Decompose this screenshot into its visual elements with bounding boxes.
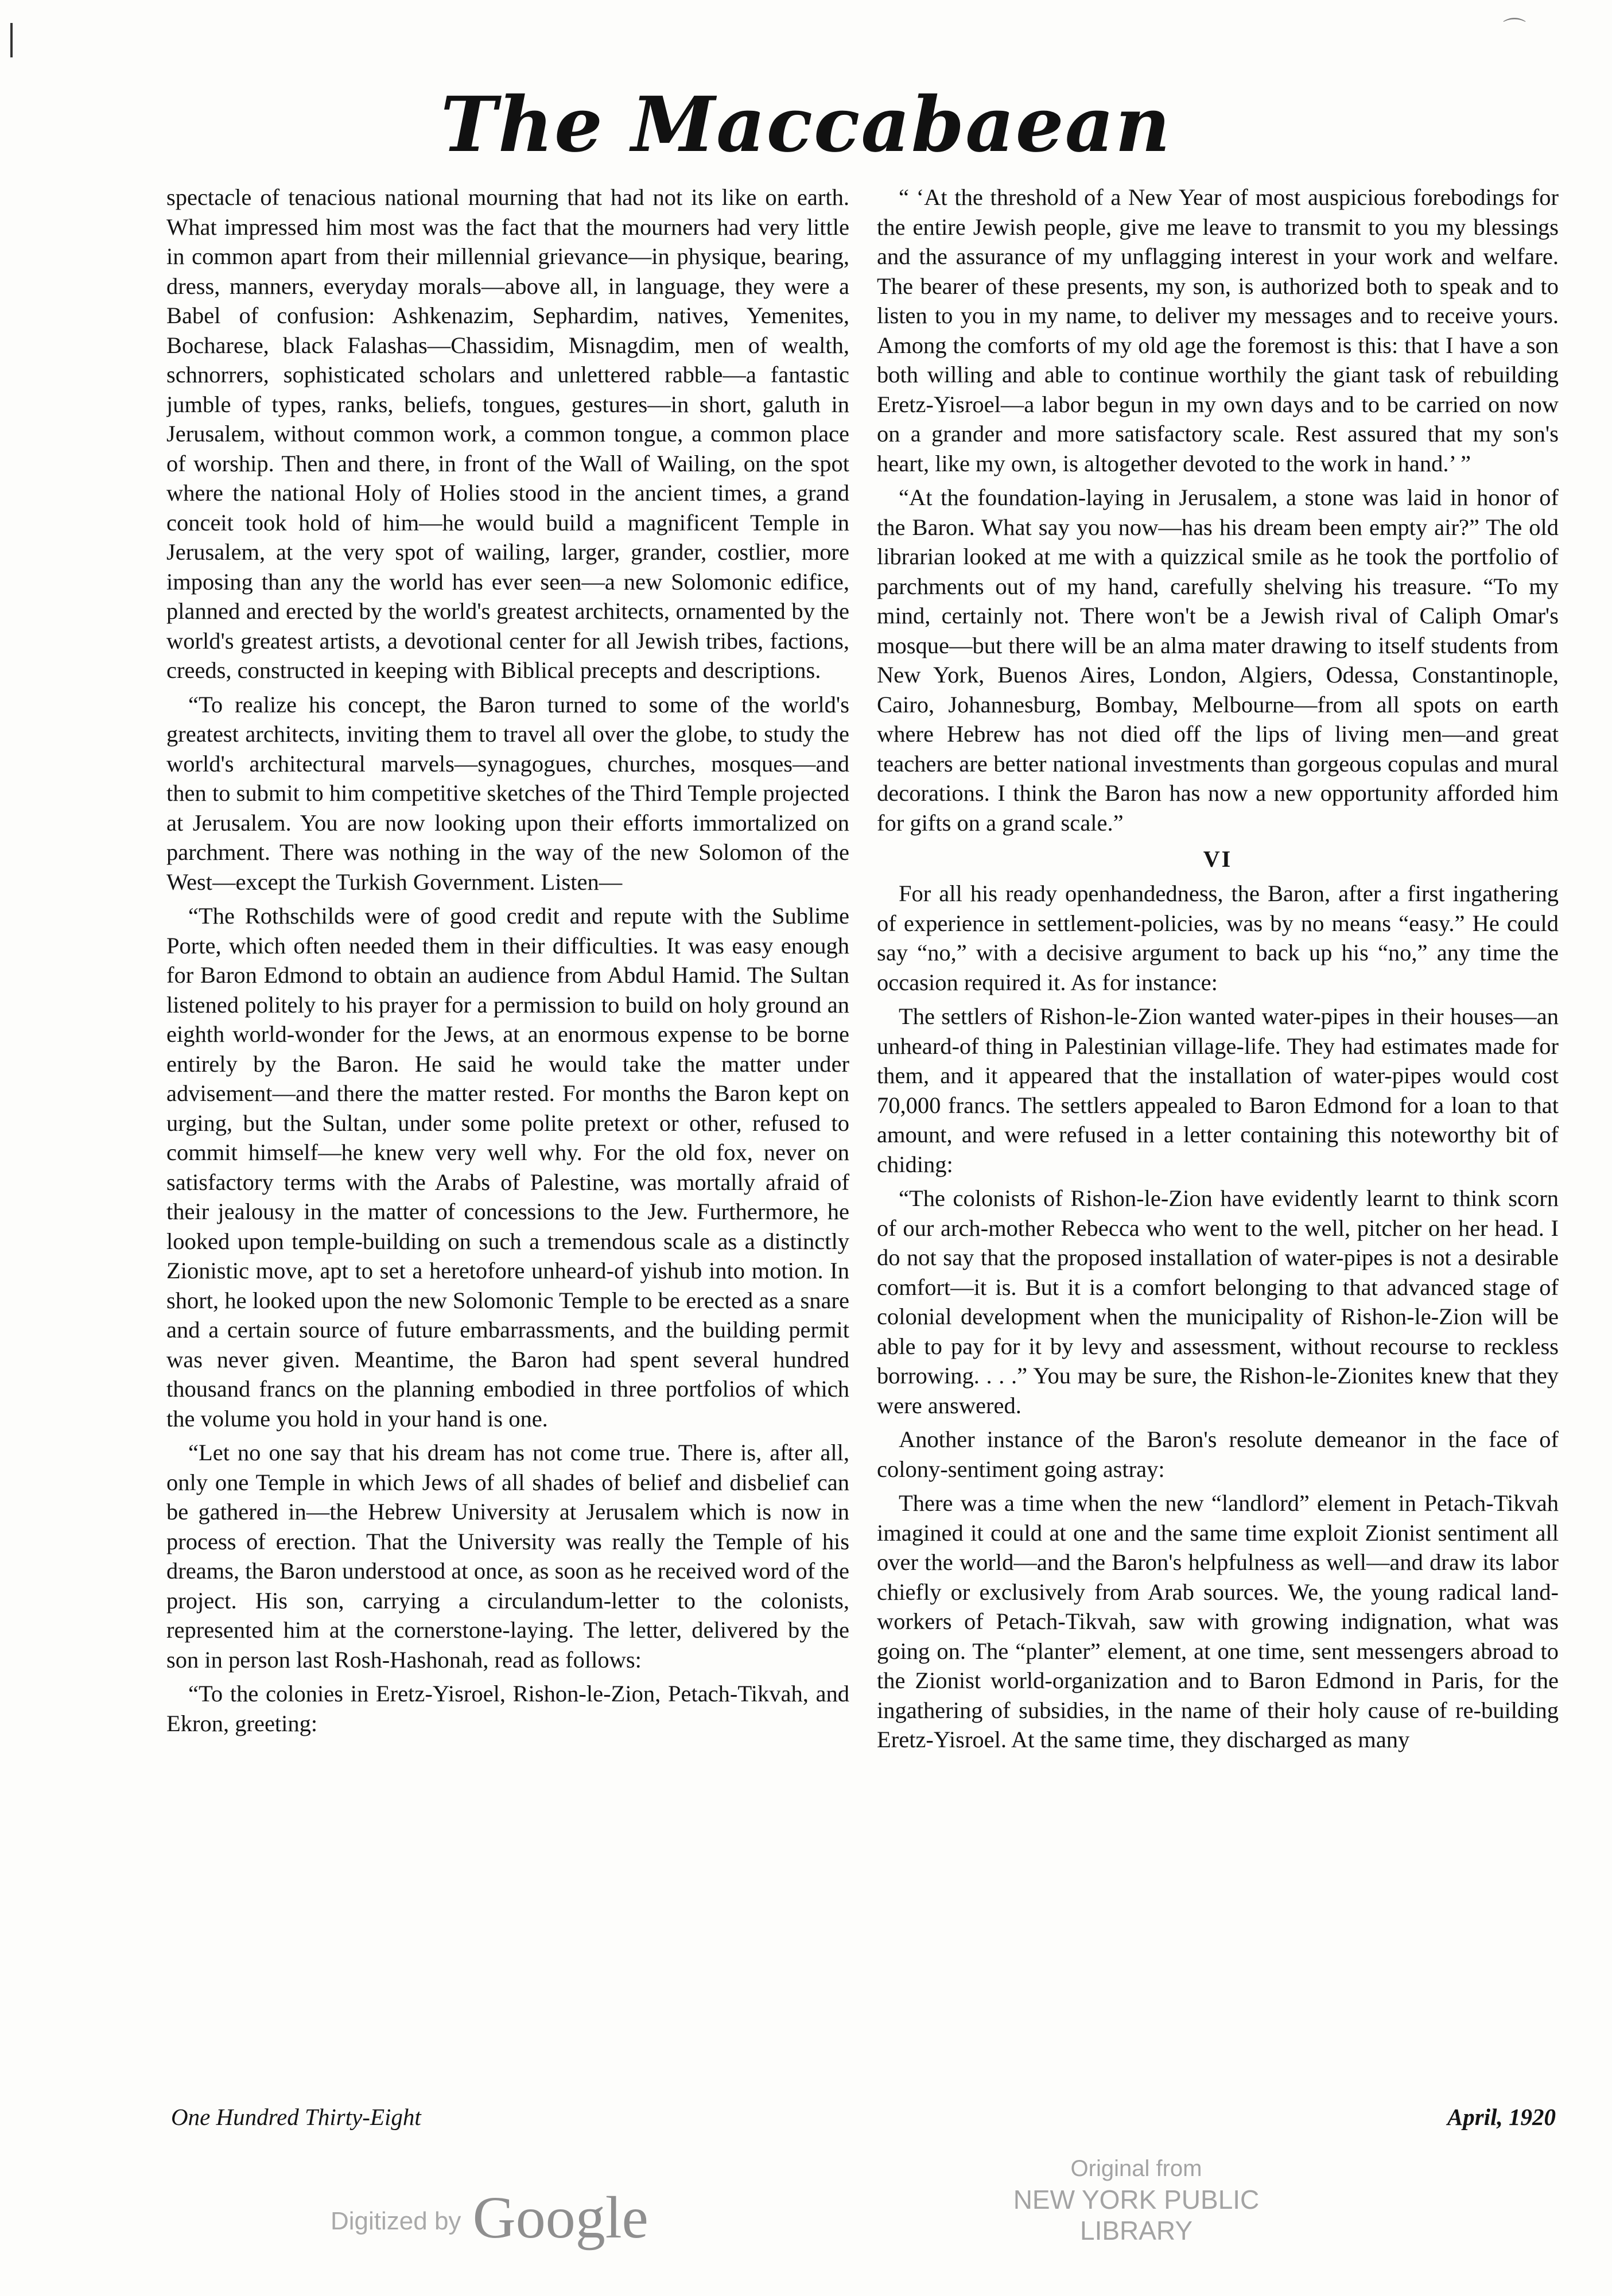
page-edge-mark [10,23,13,57]
body-paragraph: “To realize his concept, the Baron turned to some of the world's greatest architects, inviting them to travel all over the globe, to study the world's architectural marvels—synagogues, churches, mosques—and then to submit to him competitive sketches of the Third Temple projected at Jerusalem. You are now looking upon their efforts immortalized on parchment. There was nothing in the way of the new Solomon of the West—except the Turkish Government. Listen— [166,691,849,895]
library-name: NEW YORK PUBLIC LIBRARY [1013,2185,1260,2245]
left-column [166,183,849,2226]
section-heading: VI [1203,846,1233,872]
original-from-text: Original from [1070,2156,1202,2181]
page-number-label: One Hundred Thirty-Eight [171,2104,421,2130]
body-paragraph: There was a time when the new “landlord” element in Petach-Tikvah imagined it could at one and the same time exploit Zionist sentiment all over the world—and the Baron's helpfulness as well—and draw its labor chiefly or exclusively from Arab sources. We, the young radical land-workers of Petach-Tikvah, saw with growing indignation, what was going on. The “planter” element, at one time, sent messengers abroad to the Zionist world-organization and to Baron Edmond in Paris, for the ingathering of subsidies, in the name of their holy cause of re-building Eretz-Yisroel. At the same time, they discharged as many [877,1490,1559,1752]
masthead-title: The Maccabaean [440,80,1172,169]
source-watermark [958,2156,1314,2246]
body-paragraph: The settlers of Rishon-le-Zion wanted water-pipes in their houses—an unheard-of thing in Palestinian village-life. They had estimates made for them, and it appeared that the installation of water-pipes would cost 70,000 francs. The settlers appealed to Baron Edmond for a loan to that amount, and were refused in a letter containing this noteworthy bit of chiding: [877,1003,1559,1177]
body-paragraph: Another instance of the Baron's resolute demeanor in the face of colony-sentiment going astray: [877,1426,1559,1482]
body-paragraph: “The Rothschilds were of good credit and repute with the Sublime Porte, which often needed them in their difficulties. It was easy enough for Baron Edmond to obtain an audience from Abdul Hamid. The Sultan listened politely to his prayer for a permission to build on holy ground an eighth world-wonder for the Jews, at an enormous expense to be borne entirely by the Baron. He said he would take the matter under advisement—and there the matter rested. For months the Baron kept on urging, but the Sultan, under some polite pretext or other, refused to commit himself—he knew very well why. For the old fox, never on satisfactory terms with the Arabs of Palestine, was mortally afraid of their jealousy in the matter of concessions to the Jew. Furthermore, he looked upon temple-building on such a tremendous scale as a distinctly Zionistic move, apt to set a heretofore unheard-of yishub into motion. In short, he looked upon the new Solomonic Temple to be erected as a snare and a certain source of future embarrassments, and the building permit was never given. Meantime, the Baron had spent several hundred thousand francs on the planning embodied in three portfolios of which the volume you hold in your hand is one. [166,903,849,1432]
body-paragraph: “At the foundation-laying in Jerusalem, a stone was laid in honor of the Baron. What say you now—has his dream been empty air?” The old librarian looked at me with a quizzical smile as he took the portfolio of parchments out of my hand, carefully shelving his treasure. “To my mind, certainly not. There won't be a Jewish rival of Caliph Omar's mosque—but there will be an alma mater drawing to itself students from New York, Buenos Aires, London, Algiers, Odessa, Constantinople, Cairo, Johannesburg, Bombay, Melbourne—from all spots on earth where Hebrew has not died off the lips of living men—and great teachers are better national investments than gorgeous copulas and mural decorations. I think the Baron has now a new opportunity afforded him for gifts on a grand scale.” [877,484,1559,836]
body-paragraph: spectacle of tenacious national mourning that had not its like on earth. What impressed him most was the fact that the mourners had very little in common apart from their millennial grievance—in physique, bearing, dress, manners, everyday morals—above all, in language, they were a Babel of confusion: Ashkenazim, Sephardim, natives, Yemenites, Bocharese, black Falashas—Chassidim, Misnagdim, men of wealth, schnorrers, sophisticated scholars and unlettered rabble—a fantastic jumble of types, ranks, beliefs, tongues, gestures—in short, galuth in Jerusalem, without common work, a common tongue, a common place of worship. Then and there, in front of the Wall of Wailing, on the spot where the national Holy of Holies stood in the ancient times, a grand conceit took hold of him—he would build a magnificent Temple in Jerusalem, at the very spot of wailing, larger, grander, costlier, more imposing than any the world has ever seen—a new Solomonic edifice, planned and erected by the world's greatest architects, ornamented by the world's greatest artists, a devotional center for all Jewish tribes, factions, creeds, constructed in keeping with Biblical precepts and descriptions. [166,184,849,683]
digitized-by-text: Digitized by [331,2207,461,2235]
body-paragraph: “To the colonies in Eretz-Yisroel, Rishon-le-Zion, Petach-Tikvah, and Ekron, greeting: [166,1681,849,1736]
issue-date: April, 1920 [1447,2104,1556,2130]
body-paragraph: “The colonists of Rishon-le-Zion have evidently learnt to think scorn of our arch-mother Rebecca who went to the well, pitcher on her head. I do not say that the proposed installation of water-pipes is not a desirable comfort—it is. But it is a comfort belonging to that advanced stage of colonial development when the municipality of Rishon-le-Zion will be able to pay for it by levy and assessment, without recourse to reckless borrowing. . . .” You may be sure, the Rishon-le-Zionites knew that they were answered. [877,1185,1559,1418]
body-paragraph: For all his ready openhandedness, the Baron, after a first ingathering of experience in settlement-policies, was by no means “easy.” He could say “no,” with a decisive argument to back up his “no,” any time the occasion required it. As for instance: [877,881,1559,995]
body-paragraph: “ ‘At the threshold of a New Year of most auspicious forebodings for the entire Jewish people, give me leave to transmit to you my blessings and the assurance of my unflagging interest in your work and welfare. The bearer of these presents, my son, is authorized both to speak and to listen to you in my name, to deliver my messages and to receive yours. Among the comforts of my old age the foremost is this: that I have a son both willing and able to continue worthily the giant task of rebuilding Eretz-Yisroel—a labor begun in my own days and to be carried on now on a grander and more satisfactory scale. Rest assured that my son's heart, like my own, is altogether devoted to the work in hand.’ ” [877,184,1559,476]
google-logo: Google [472,2185,648,2251]
body-paragraph: “Let no one say that his dream has not come true. There is, after all, only one Temple in which Jews of all shades of belief and disbelief can be gathered in—the Hebrew University at Jerusalem which is now in process of erection. That the University was really the Temple of his dreams, the Baron understood at once, as soon as he received word of the project. His son, carrying a circulandum-letter to the colonists, represented him at the cornerstone-laying. The letter, delivered by the son in person last Rosh-Hashonah, read as follows: [166,1440,849,1673]
corner-pencil-mark: ⌒ [1503,17,1526,42]
digitized-by-watermark [331,2183,648,2252]
right-column [877,183,1559,2226]
